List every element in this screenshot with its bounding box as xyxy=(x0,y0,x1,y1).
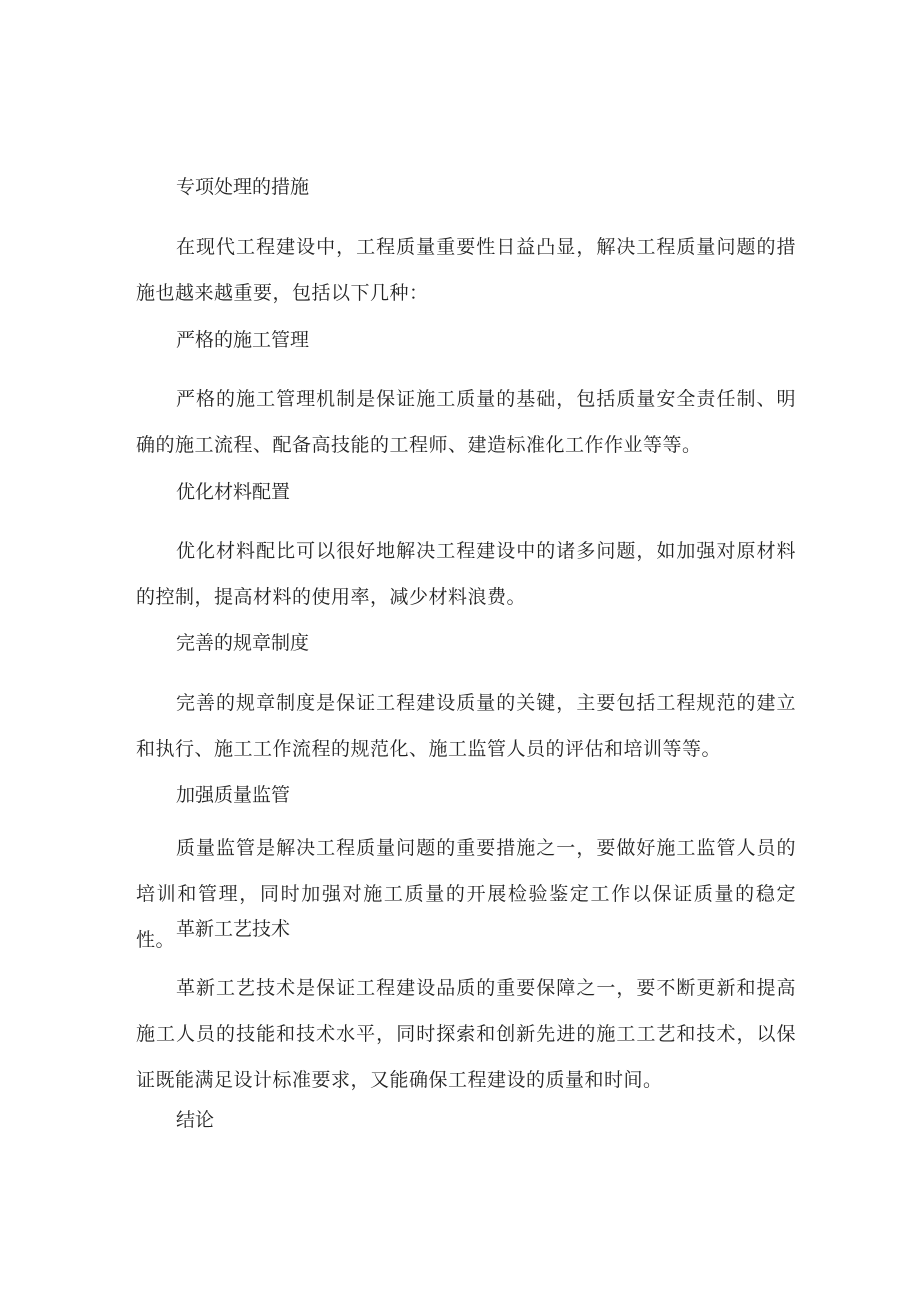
section-heading-quality-supervision: 加强质量监管 xyxy=(176,784,291,806)
section-heading-material-optimization: 优化材料配置 xyxy=(176,481,291,503)
section-paragraph-process-innovation: 革新工艺技术是保证工程建设品质的重要保障之一，要不断更新和提高施工人员的技能和技术水平，同时探索和创新先进的施工工艺和技术，以保证既能满足设计标准要求，又能确保工程建设的质量和时间。 xyxy=(136,977,796,1091)
section-paragraph-material-optimization: 优化材料配比可以很好地解决工程建设中的诸多问题，如加强对原材料的控制，提高材料的使用率，减少材料浪费。 xyxy=(136,540,796,608)
section-heading-process-innovation: 革新工艺技术 xyxy=(176,918,291,940)
section-heading-rules-and-regulations: 完善的规章制度 xyxy=(176,632,310,654)
section-heading-conclusion: 结论 xyxy=(176,1109,215,1131)
section-heading-special-measures: 专项处理的措施 xyxy=(176,176,310,198)
section-paragraph-rules-and-regulations: 完善的规章制度是保证工程建设质量的关键，主要包括工程规范的建立和执行、施工工作流程的规范化、施工监管人员的评估和培训等等。 xyxy=(136,692,796,760)
section-paragraph-construction-management: 严格的施工管理机制是保证施工质量的基础，包括质量安全责任制、明确的施工流程、配备高技能的工程师、建造标准化工作作业等等。 xyxy=(136,388,796,456)
section-paragraph-special-measures: 在现代工程建设中，工程质量重要性日益凸显，解决工程质量问题的措施也越来越重要，包括以下几种： xyxy=(136,236,796,304)
section-paragraph-quality-supervision: 质量监管是解决工程质量问题的重要措施之一，要做好施工监管人员的培训和管理，同时加强对施工质量的开展检验鉴定工作以保证质量的稳定性。 xyxy=(136,837,796,951)
section-heading-construction-management: 严格的施工管理 xyxy=(176,329,310,351)
